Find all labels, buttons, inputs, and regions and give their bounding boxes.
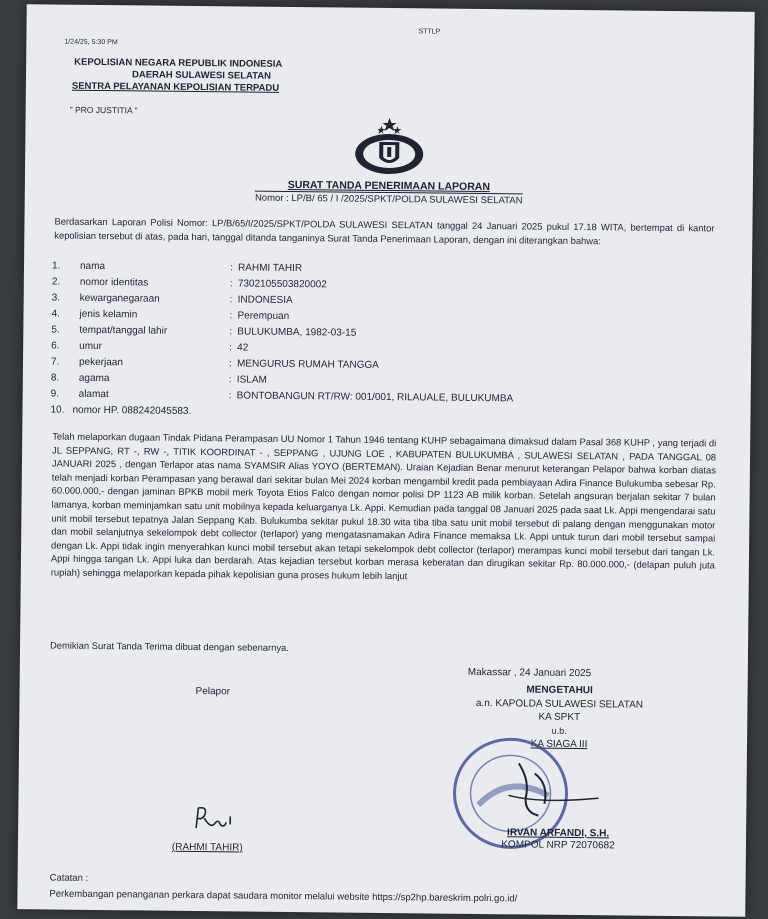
catatan-label: Catatan :: [49, 872, 89, 884]
report-narrative: Telah melaporkan dugaan Tindak Pidana Perampasan UU Nomor 1 Tahun 1946 tentang KUHP sebagaimana dimaksud dalam Pasal 368 KUHP , yang terjadi di JL SEPPANG, RT -, RW -, TITIK KOORDINAT - , SEPPANG , UJUNG LOE , KABUPATEN BULUKUMBA , SULAWESI SELATAN , PADA TANGGAL 08 JANUARI 2025 , dengan Terlapor atas nama SYAMSIR Alias YOYO (BERTEMAN). Uraian Kejadian Benar menurut keterangan Pelapor bahwa korban diatas telah menjadi korban Perampasan yang berawal dari sekitar bulan Mei 2024 korban mengambil kredit pada pembiayaan Adira Finance Bulukumba sebesar Rp. 60.000.000,- dengan jaminan BPKB mobil merk Toyota Etios Falco dengan nomor polisi DP 1123 AB milik korban. Setelah angsuran berjalan sekitar 7 bulan lamanya, korban meminjamkan satu unit mobilnya kepada keluarganya Lk. Appi. Kemudian pada tanggal 08 Januari 2025 pada saat Lk. Appi mengendarai satu unit mobil tersebut tepatnya Jalan Seppang Kab. Bulukumba sekitar pukul 18.30 wita tiba tiba satu unit mobil tersebut di palang dengan menggunakan motor dan mobil selanjutnya sekelompok debt collector (terlapor) yang mengatasnamakan Adira Finance memaksa Lk. Appi untuk turun dari mobil tersebut sampai dengan Lk. Appi tidak ingin menyerahkan kunci mobil tersebut akan tetapi sekelompok debt collector (terlapor) merampas kunci mobil tersebut dari tangan Lk. Appi hingga tangan Lk. Appi luka dan berdarah. Atas kejadian tersebut korban merasa keberatan dan dirugikan sekitar Rp. 80.000.000,- (delapan puluh juta rupiah) sehingga melaporkan kepada pihak kepolisian guna proses hukum lebih lanjut: [50, 430, 717, 582]
identity-row: 6. umur : 42: [51, 340, 249, 354]
identity-value: 42: [237, 342, 249, 354]
identity-row-phone: 10. nomor HP. 088242045583.: [50, 404, 192, 417]
police-emblem-icon: [351, 114, 428, 181]
identity-value: Perempuan: [237, 310, 290, 322]
intro-paragraph: Berdasarkan Laporan Polisi Nomor: LP/B/65/I/2025/SPKT/POLDA SULAWESI SELATAN tanggal 24 Januari 2025 pukul 17.18 WITA, bertempat di kantor kepolisian tersebut di atas, pada hari, tanggal ditanda tanganinya Surat Tanda Penerimaan Laporan, dengan ini diterangkan bahwa:: [54, 215, 715, 246]
catatan-text: Perkembangan penanganan perkara dapat saudara monitor melalui website https://sp2hp.bareskrim.polri.go.id/: [49, 888, 518, 905]
page-code: STTLP: [418, 28, 441, 36]
closing-statement: Demikian Surat Tanda Terima dibuat dengan sebenarnya.: [49, 639, 289, 653]
letterhead-line-3: SENTRA PELAYANAN KEPOLISIAN TERPADU: [71, 80, 280, 94]
an-kapolda-line: a.n. KAPOLDA SULAWESI SELATAN: [475, 697, 644, 711]
identity-row: 2. nomor identitas : 7302105503820002: [51, 276, 327, 291]
identity-value: ISLAM: [236, 374, 267, 386]
identity-value: RAHMI TAHIR: [237, 262, 303, 275]
letterhead: [72, 57, 283, 95]
identity-row: 4. jenis kelamin : Perempuan: [51, 308, 290, 322]
signer-block: [438, 827, 678, 854]
place-date: Makassar , 24 Januari 2025: [467, 666, 592, 680]
document-page: [17, 4, 754, 917]
pelapor-signature-icon: [190, 802, 240, 835]
pelapor-label: Pelapor: [195, 686, 231, 698]
phone-line: nomor HP. 088242045583.: [72, 404, 192, 417]
identity-row: 3. kewarganegaraan : INDONESIA: [51, 292, 293, 307]
identity-value: MENGURUS RUMAH TANGGA: [236, 358, 379, 371]
mengetahui-label: MENGETAHUI: [526, 684, 593, 697]
ka-siaga-line: KA SIAGA III: [530, 738, 588, 751]
identity-row: 1. nama : RAHMI TAHIR: [51, 260, 303, 275]
print-timestamp: 1/24/25, 5:30 PM: [64, 38, 118, 47]
ka-spkt-line: KA SPKT: [538, 711, 581, 724]
letterhead-line-2: DAERAH SULAWESI SELATAN: [131, 69, 272, 82]
identity-value: INDONESIA: [237, 294, 293, 307]
identity-row: 8. agama : ISLAM: [50, 372, 267, 386]
identity-value: BONTOBANGUN RT/RW: 001/001, RILAUALE, BULUKUMBA: [236, 390, 514, 405]
identity-row: 5. tempat/tanggal lahir : BULUKUMBA, 1982-03-15: [51, 324, 357, 339]
ub-line: u.b.: [551, 725, 567, 736]
pro-justitia: " PRO JUSTITIA ": [69, 104, 138, 116]
identity-value: 7302105503820002: [237, 278, 327, 291]
identity-row: 7. pekerjaan : MENGURUS RUMAH TANGGA: [50, 356, 379, 371]
signer-name: IRVAN ARFANDI, S.H.: [507, 827, 610, 840]
identity-value: BULUKUMBA, 1982-03-15: [237, 326, 357, 339]
signer-rank: KOMPOL NRP 72070682: [501, 839, 615, 852]
document-title: SURAT TANDA PENERIMAAN LAPORAN: [287, 178, 491, 194]
letterhead-line-1: KEPOLISIAN NEGARA REPUBLIK INDONESIA: [74, 56, 283, 70]
pelapor-name: (RAHMI TAHIR): [171, 841, 243, 854]
document-number: Nomor : LP/B/ 65 / I /2025/SPKT/POLDA SULAWESI SELATAN: [254, 192, 523, 207]
identity-row: 9. alamat : BONTOBANGUN RT/RW: 001/001, RILAUALE, BULUKUMBA: [50, 388, 514, 405]
